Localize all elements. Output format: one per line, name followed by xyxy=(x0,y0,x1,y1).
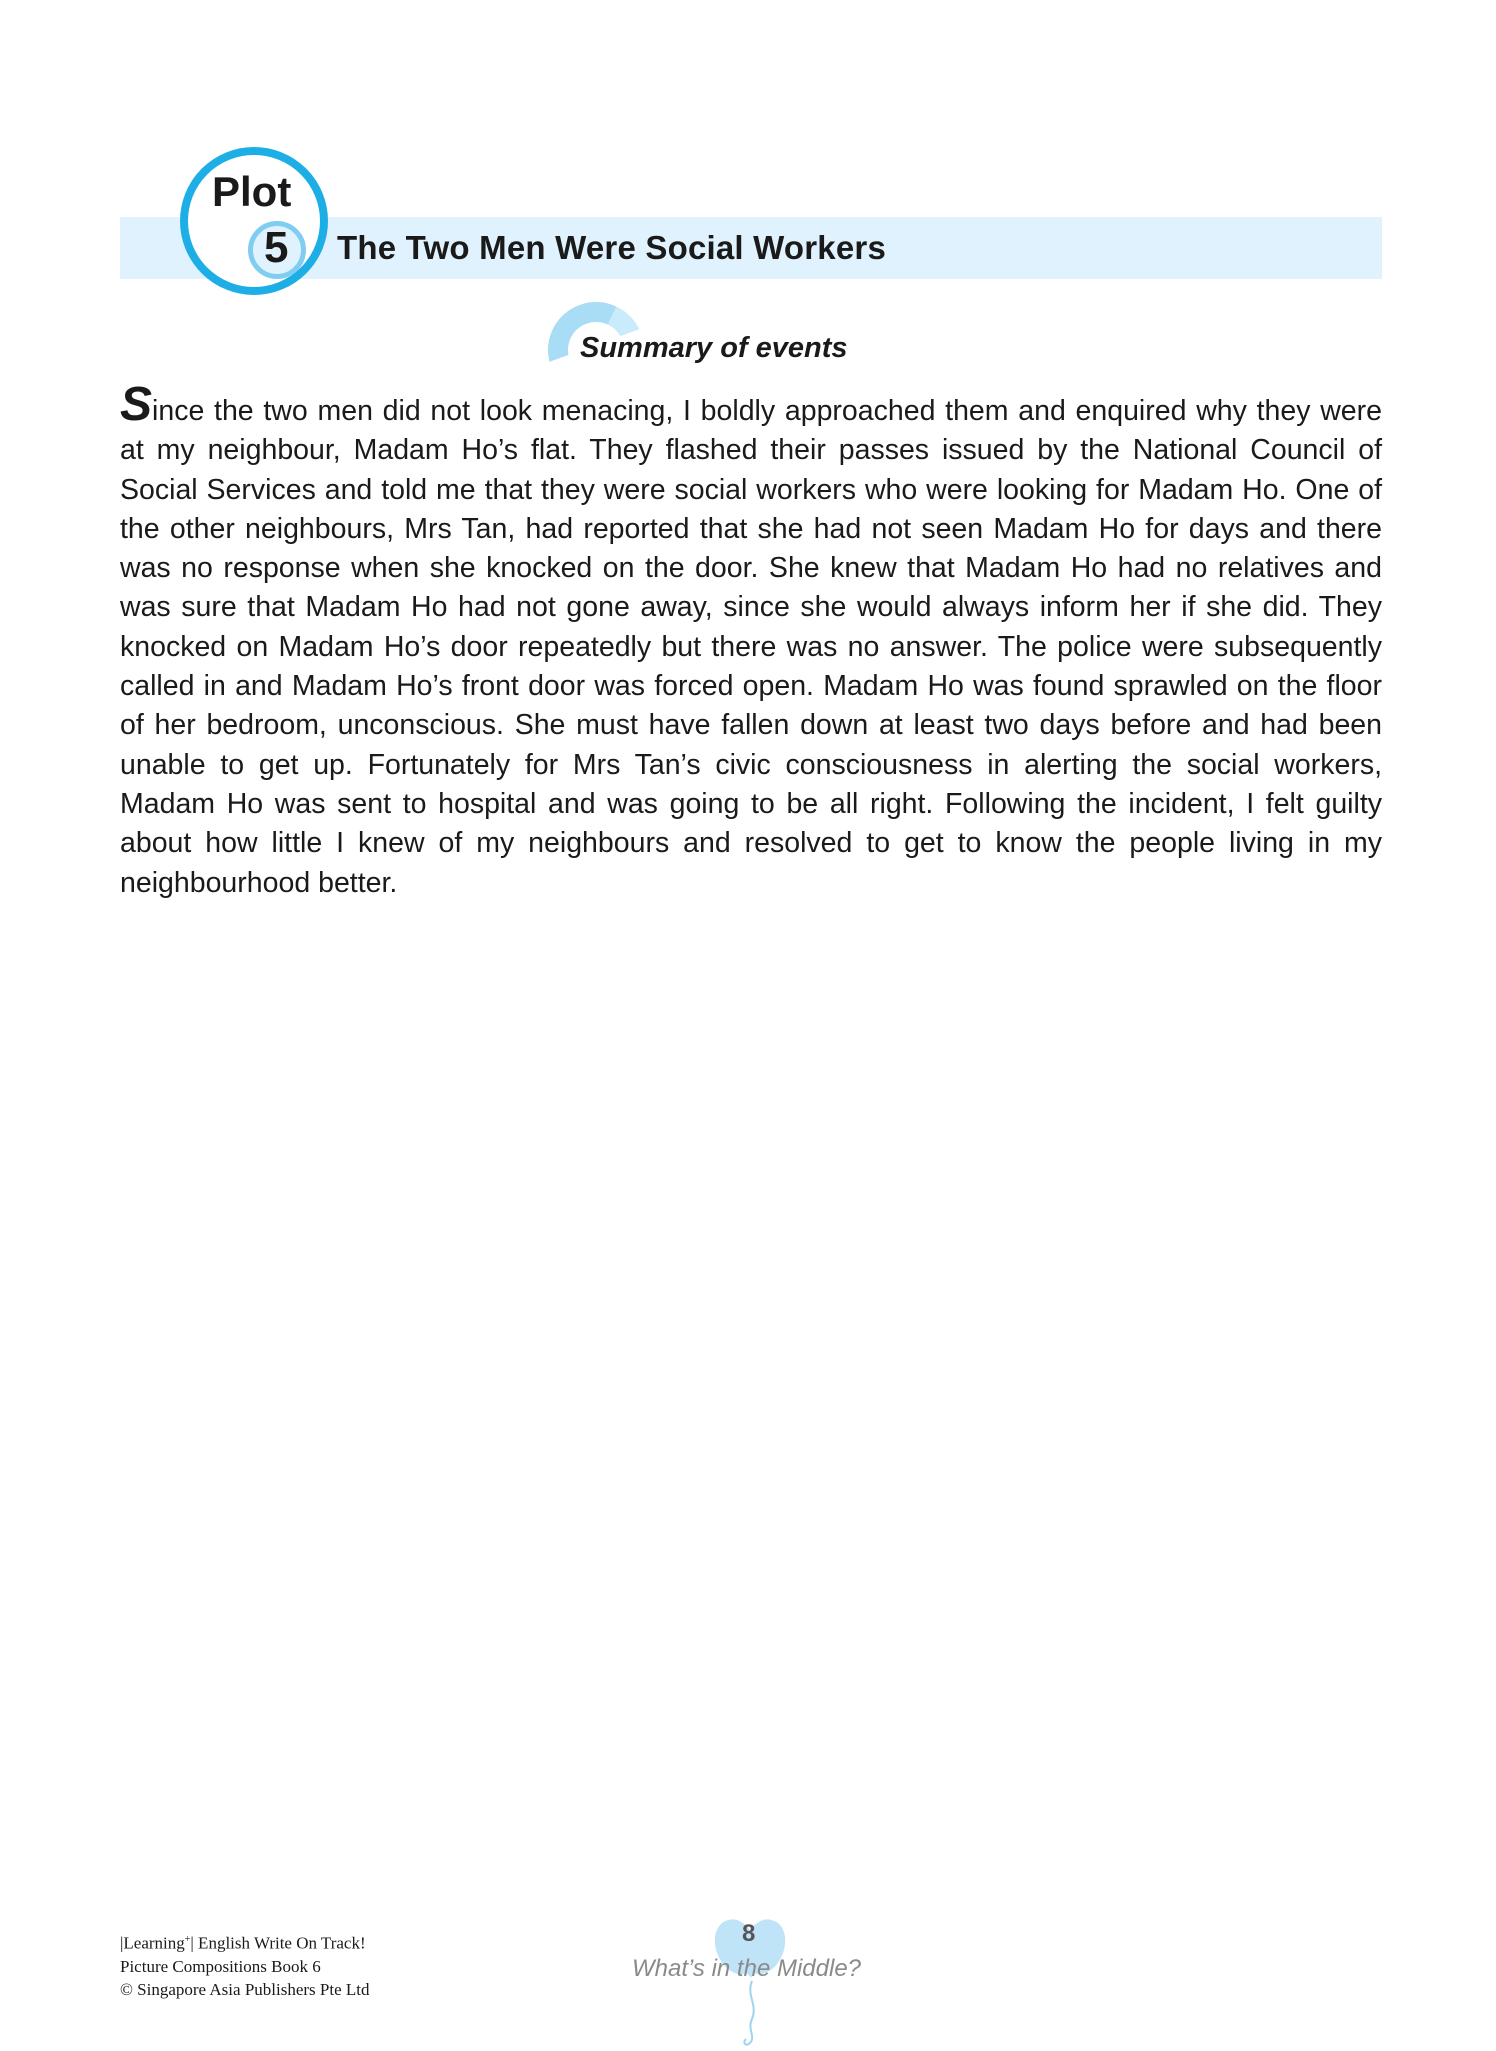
dropcap: S xyxy=(120,378,153,431)
page-title: The Two Men Were Social Workers xyxy=(337,229,887,266)
footer-series xyxy=(120,1928,370,1955)
paragraph-text: ince the two men did not look menacing, I boldly approached them and enquired why they were at my neighbour, Madam Ho’s flat. They flashed their passes issued by the National Council of Social Services and told me that they were social workers who were looking for Madam Ho. One of the other neighbours, Mrs Tan, had reported that she had not seen Madam Ho for days and there was no response when she knocked on the door. She knew that Madam Ho had no relatives and was sure that Madam Ho had not gone away, since she would always inform her if she did. They knocked on Madam Ho’s door repeatedly but there was no answer. The police were subsequently called in and Madam Ho’s front door was forced open. Madam Ho was found sprawled on the floor of her bedroom, unconscious. She must have fallen down at least two days before and had been unable to get up. Fortunately for Mrs Tan’s civic consciousness in alerting the social workers, Madam Ho was sent to hospital and was going to be all right. Following the incident, I felt guilty about how little I knew of my neighbours and resolved to get to know the people living in my neighbourhood better. xyxy=(120,395,1382,899)
summary-heading xyxy=(548,300,908,370)
series-suffix: | English Write On Track! xyxy=(190,1933,366,1953)
series-name: |Learning xyxy=(120,1933,185,1953)
plot-badge xyxy=(180,147,328,295)
plot-label: Plot xyxy=(212,168,292,215)
footer-copyright: © Singapore Asia Publishers Pte Ltd xyxy=(120,1979,370,1999)
footer-credits xyxy=(120,1928,370,2001)
footer-tagline: What’s in the Middle? xyxy=(632,1955,862,1982)
summary-heading-text: Summary of events xyxy=(580,332,848,364)
plot-number: 5 xyxy=(264,223,289,272)
footer-book: Picture Compositions Book 6 xyxy=(120,1956,321,1976)
page-number: 8 xyxy=(742,1920,756,1947)
summary-paragraph xyxy=(120,378,1382,903)
series-sup: + xyxy=(184,1934,191,1945)
